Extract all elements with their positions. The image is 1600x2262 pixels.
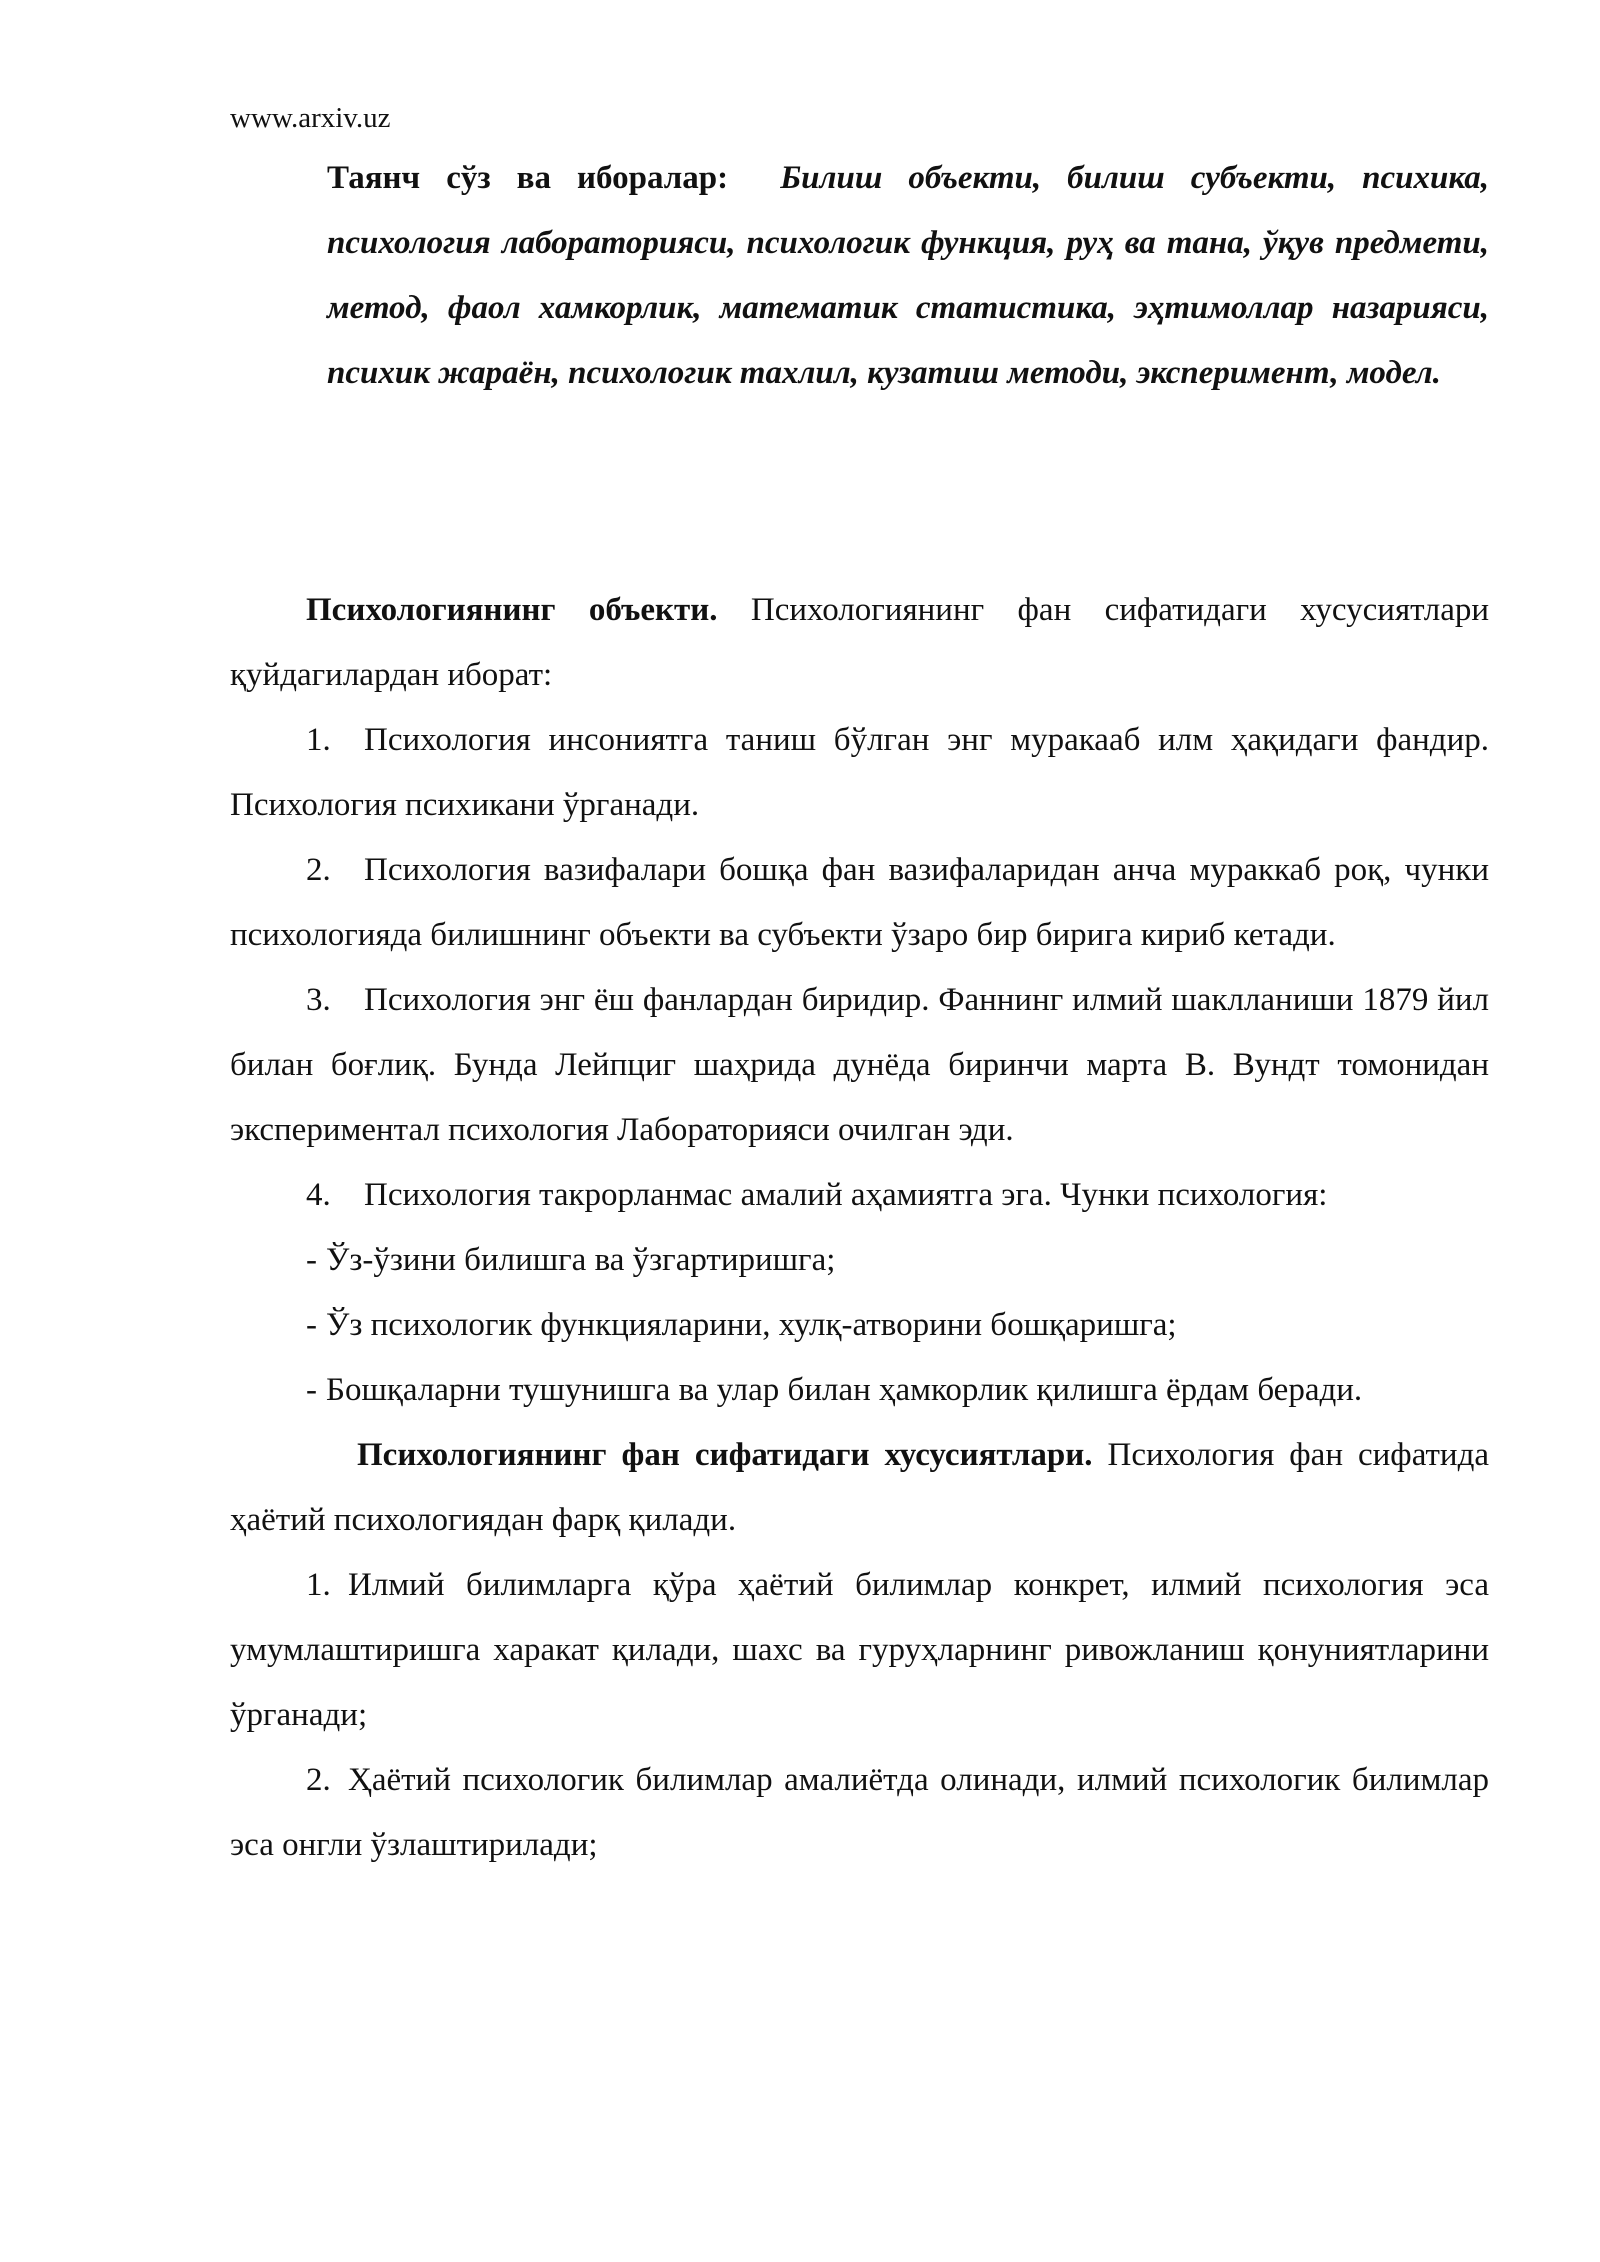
bullet-item (230, 1358, 1489, 1423)
list-item (230, 1553, 1489, 1748)
section2-intro: Психология фан сифатида ҳаётий психологиядан фарқ қилади. (230, 1437, 1490, 1538)
list-item (230, 838, 1489, 968)
list-item-number: 3. (306, 982, 331, 1018)
list-item (230, 708, 1489, 838)
list-item-text: Психология энг ёш фанлардан биридир. Фаннинг илмий шаклланиши 1879 йил билан боғлиқ. Бунда Лейпциг шаҳрида дунёда биринчи марта В. Вундт томонидан экспериментал психология Лабораторияси очилган эди. (230, 982, 1489, 1148)
list-item (230, 1163, 1489, 1228)
list-item-text: Илмий билимларга қўра ҳаётий билимлар конкрет, илмий психология эса умумлаштиришга харакат қилади, шахс ва гуруҳларнинг ривожланиш қонуниятларини ўрганади; (230, 1567, 1489, 1733)
list-item-text: Психология такрорланмас амалий аҳамиятга эга. Чунки психология: (364, 1177, 1328, 1213)
list-item (230, 1748, 1489, 1878)
section2-intro-paragraph (230, 1423, 1489, 1553)
bullet-text: Ўз психологик функцияларини, хулқ-атворини бошқаришга; (326, 1307, 1177, 1343)
list-item-text: Ҳаётий психологик билимлар амалиётда олинади, илмий психологик билимлар эса онгли ўзлаштирилади; (230, 1762, 1489, 1863)
keywords-paragraph (327, 146, 1489, 406)
list-item-text: Психология инсониятга таниш бўлган энг муракааб илм ҳақидаги фандир. Психология психикани ўрганади. (230, 722, 1489, 823)
bullet-item (230, 1293, 1489, 1358)
list-item-number: 2. (306, 1762, 331, 1798)
keywords-label: Таянч сўз ва иборалар: (327, 160, 729, 196)
bullet-text: Бошқаларни тушунишга ва улар билан ҳамкорлик қилишга ёрдам беради. (326, 1372, 1363, 1408)
bullet-item (230, 1228, 1489, 1293)
header-url: www.arxiv.uz (230, 102, 391, 134)
bullet-text: Ўз-ўзини билишга ва ўзгартиришга; (326, 1242, 836, 1278)
bullet-dash: - (306, 1307, 317, 1343)
list-item-number: 1. (306, 722, 331, 758)
bullet-dash: - (306, 1372, 317, 1408)
section1-intro-paragraph (230, 578, 1489, 708)
section2-heading: Психологиянинг фан сифатидаги хусусиятлари. (357, 1437, 1093, 1473)
section1-heading: Психологиянинг объекти. (306, 592, 718, 628)
bullet-dash: - (306, 1242, 317, 1278)
list-item (230, 968, 1489, 1163)
list-item-number: 2. (306, 852, 331, 888)
list-item-number: 4. (306, 1177, 331, 1213)
main-text (230, 578, 1489, 1878)
list-item-number: 1. (306, 1567, 331, 1603)
list-item-text: Психология вазифалари бошқа фан вазифаларидан анча мураккаб роқ, чунки психологияда билишнинг объекти ва субъекти ўзаро бир бирига кириб кетади. (230, 852, 1489, 953)
section1-intro: Психологиянинг фан сифатидаги хусусиятлари қуйдагилардан иборат: (230, 592, 1489, 693)
keywords-terms: Билиш объекти, билиш субъекти, психика, психология лабораторияси, психологик функция, руҳ ва тана, ўқув предмети, метод, фаол хамкорлик, математик статистика, эҳтимоллар назарияси, психик жараён, психологик тахлил, кузатиш методи, эксперимент, модел. (327, 160, 1490, 391)
